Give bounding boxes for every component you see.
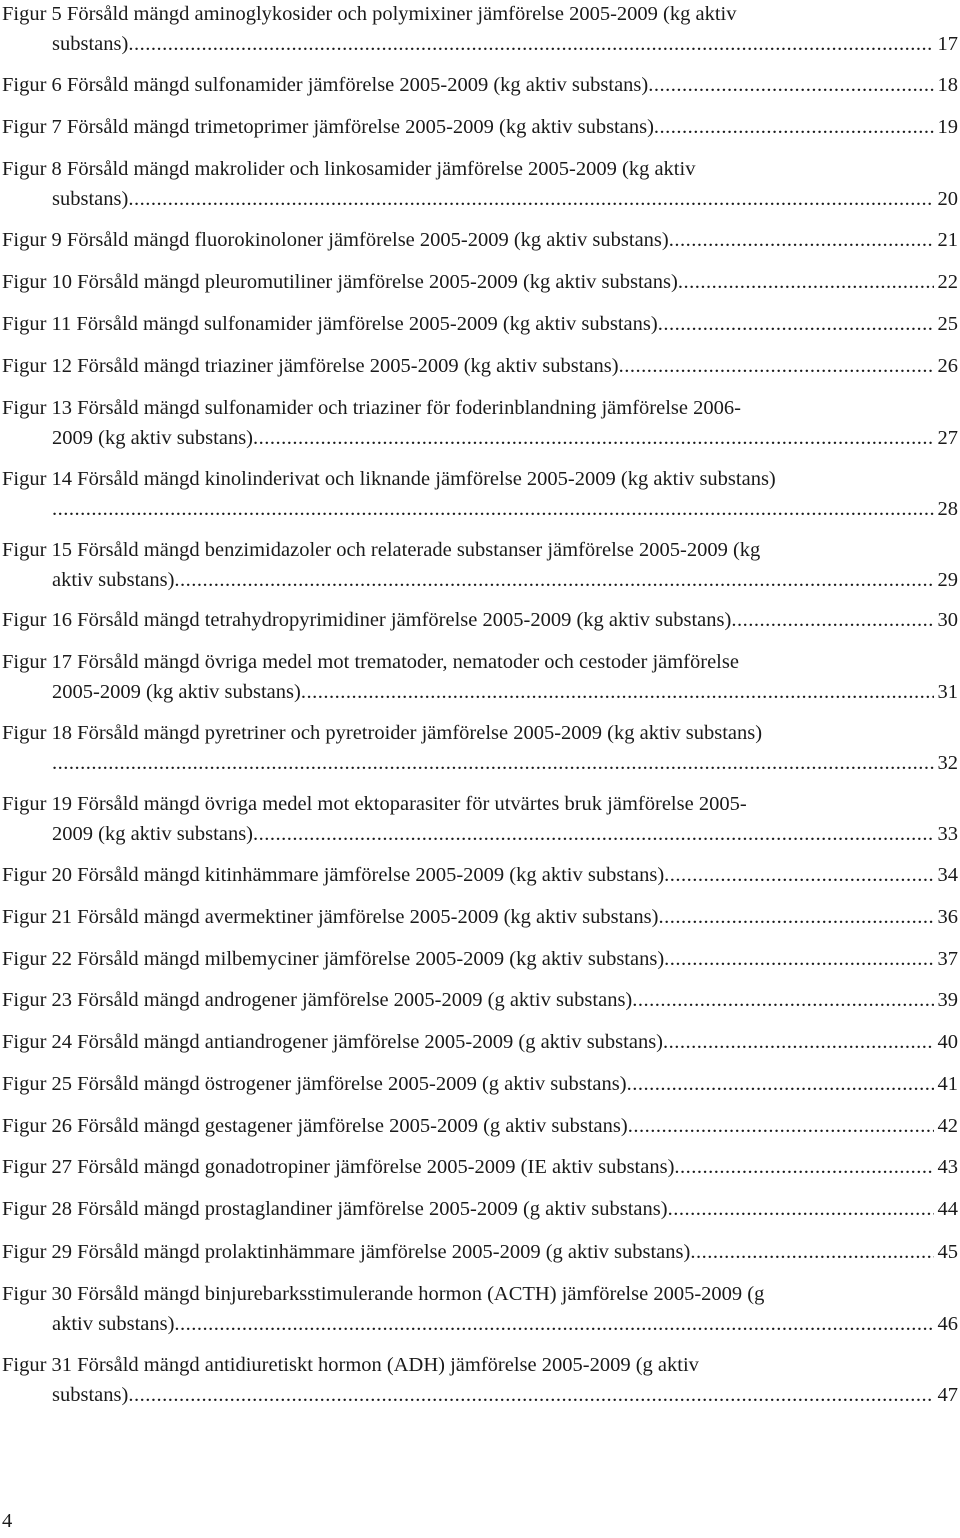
dot-leader: [52, 495, 934, 523]
toc-entry-text: Figur 13 Försåld mängd sulfonamider och triaziner för foderinblandning jämförelse 2006-: [2, 397, 741, 419]
toc-entry-title: [2, 945, 958, 973]
toc-entry-title: [2, 394, 741, 422]
toc-page-number: 46: [937, 1313, 958, 1335]
dot-leader: [128, 1381, 933, 1409]
dot-leader: [253, 424, 934, 452]
toc-entry-text: Figur 21 Försåld mängd avermektiner jämförelse 2005-2009 (kg aktiv substans): [2, 906, 659, 928]
toc-entry-text: substans): [52, 33, 129, 55]
toc-entry-text: substans): [52, 1384, 129, 1406]
toc-entry-text: aktiv substans): [52, 1313, 175, 1335]
toc-entry-text: Figur 8 Försåld mängd makrolider och linkosamider jämförelse 2005-2009 (kg aktiv: [2, 158, 696, 180]
toc-entry-text: Figur 22 Försåld mängd milbemyciner jämförelse 2005-2009 (kg aktiv substans): [2, 948, 665, 970]
toc-entry-title: [2, 71, 958, 99]
dot-leader: [174, 566, 933, 594]
toc-entry-title: [2, 1112, 958, 1140]
toc-page-number: 27: [937, 427, 958, 449]
toc-entry-text: Figur 27 Försåld mängd gonadotropiner jämförelse 2005-2009 (IE aktiv substans): [2, 1156, 675, 1178]
toc-page-number: 26: [937, 355, 958, 377]
toc-page-number: 33: [937, 823, 958, 845]
toc-entry-continuation: [52, 678, 958, 706]
toc-entry-title: [2, 606, 958, 634]
dot-leader: [664, 945, 933, 973]
toc-entry-text: Figur 11 Försåld mängd sulfonamider jämförelse 2005-2009 (kg aktiv substans): [2, 313, 658, 335]
toc-entry-title: [2, 0, 736, 28]
dot-leader: [663, 1028, 934, 1056]
toc-page-number: 41: [937, 1073, 958, 1095]
toc-page-number: 36: [937, 906, 958, 928]
toc-entry-text: Figur 12 Försåld mängd triaziner jämförelse 2005-2009 (kg aktiv substans): [2, 355, 619, 377]
toc-entry-text: aktiv substans): [52, 569, 175, 591]
toc-page-number: 32: [937, 752, 958, 774]
dot-leader: [174, 1310, 933, 1338]
toc-entry-text: Figur 15 Försåld mängd benzimidazoler och relaterade substanser jämförelse 2005-2009 (kg: [2, 539, 761, 561]
dot-leader: [668, 1195, 934, 1223]
toc-page-number: 18: [937, 74, 958, 96]
toc-entry-title: [2, 1238, 958, 1266]
toc-page-number: 37: [937, 948, 958, 970]
toc-entry-text: Figur 25 Försåld mängd östrogener jämförelse 2005-2009 (g aktiv substans): [2, 1073, 627, 1095]
toc-entry-continuation: [52, 1310, 958, 1338]
toc-entry-text: Figur 5 Försåld mängd aminoglykosider och polymixiner jämförelse 2005-2009 (kg aktiv: [2, 3, 737, 25]
toc-entry-text: substans): [52, 188, 129, 210]
dot-leader: [664, 861, 933, 889]
toc-entry-text: Figur 28 Försåld mängd prostaglandiner jämförelse 2005-2009 (g aktiv substans): [2, 1198, 668, 1220]
toc-entry-title: [2, 226, 958, 254]
toc-entry-title: [2, 1351, 699, 1379]
toc-entry-title: [2, 1195, 958, 1223]
toc-entry-text: Figur 30 Försåld mängd binjurebarksstimulerande hormon (ACTH) jämförelse 2005-2009 (g: [2, 1283, 765, 1305]
toc-page-number: 17: [937, 33, 958, 55]
toc-entry-continuation: [52, 820, 958, 848]
dot-leader: [648, 71, 933, 99]
toc-page-number: 28: [937, 498, 958, 520]
toc-page-number: 47: [937, 1384, 958, 1406]
toc-entry-title: [2, 113, 958, 141]
page-number: 4: [2, 1510, 13, 1532]
toc-page-number: 40: [937, 1031, 958, 1053]
toc-entry-title: [2, 790, 747, 818]
toc-entry-text: Figur 24 Försåld mängd antiandrogener jämförelse 2005-2009 (g aktiv substans): [2, 1031, 663, 1053]
dot-leader: [619, 352, 934, 380]
toc-page-number: 44: [937, 1198, 958, 1220]
toc-entry-title: [2, 1028, 958, 1056]
dot-leader: [654, 113, 934, 141]
toc-entry-title: [2, 1153, 958, 1181]
dot-leader: [128, 185, 933, 213]
toc-entry-text: 2005-2009 (kg aktiv substans): [52, 681, 301, 703]
dot-leader: [128, 30, 933, 58]
toc-entry-title: [2, 352, 958, 380]
dot-leader: [658, 310, 934, 338]
dot-leader: [669, 226, 934, 254]
dot-leader: [731, 606, 933, 634]
dot-leader: [52, 749, 934, 777]
toc-entry-text: Figur 23 Försåld mängd androgener jämförelse 2005-2009 (g aktiv substans): [2, 989, 633, 1011]
toc-entry-text: Figur 18 Försåld mängd pyretriner och pyretroider jämförelse 2005-2009 (kg aktiv substans): [2, 722, 763, 744]
toc-page-number: 20: [937, 188, 958, 210]
toc-entry-text: Figur 7 Försåld mängd trimetoprimer jämförelse 2005-2009 (kg aktiv substans): [2, 116, 654, 138]
toc-entry-continuation: [52, 749, 958, 777]
toc-entry-text: Figur 16 Försåld mängd tetrahydropyrimidiner jämförelse 2005-2009 (kg aktiv substans): [2, 609, 732, 631]
dot-leader: [674, 1153, 933, 1181]
dot-leader: [678, 268, 934, 296]
toc-entry-text: Figur 9 Försåld mängd fluorokinoloner jämförelse 2005-2009 (kg aktiv substans): [2, 229, 669, 251]
toc-entry-title: [2, 536, 760, 564]
toc-entry-title: [2, 310, 958, 338]
toc-entry-title: [2, 861, 958, 889]
toc-entry-continuation: [52, 566, 958, 594]
toc-page-number: 42: [937, 1115, 958, 1137]
toc-entry-title: [2, 903, 958, 931]
toc-entry-continuation: [52, 185, 958, 213]
toc-page-number: 25: [937, 313, 958, 335]
toc-entry-continuation: [52, 30, 958, 58]
toc-entry-text: Figur 19 Försåld mängd övriga medel mot ektoparasiter för utvärtes bruk jämförelse 2005-: [2, 793, 747, 815]
toc-entry-title: [2, 465, 776, 493]
dot-leader: [253, 820, 934, 848]
toc-entry-text: 2009 (kg aktiv substans): [52, 427, 253, 449]
dot-leader: [301, 678, 934, 706]
toc-entry-text: Figur 20 Försåld mängd kitinhämmare jämförelse 2005-2009 (kg aktiv substans): [2, 864, 665, 886]
toc-page-number: 30: [937, 609, 958, 631]
toc-page-number: 43: [937, 1156, 958, 1178]
toc-entry-text: Figur 29 Försåld mängd prolaktinhämmare jämförelse 2005-2009 (g aktiv substans): [2, 1241, 691, 1263]
toc-entry-text: Figur 6 Försåld mängd sulfonamider jämförelse 2005-2009 (kg aktiv substans): [2, 74, 649, 96]
toc-page-number: 45: [937, 1241, 958, 1263]
toc-page-number: 34: [937, 864, 958, 886]
toc-entry-title: [2, 648, 739, 676]
toc-page-number: 21: [937, 229, 958, 251]
dot-leader: [627, 1070, 934, 1098]
toc-entry-title: [2, 155, 695, 183]
toc-entry-continuation: [52, 424, 958, 452]
dot-leader: [628, 1112, 934, 1140]
toc-page-number: 29: [937, 569, 958, 591]
dot-leader: [690, 1238, 933, 1266]
toc-entry-title: [2, 268, 958, 296]
toc-entry-text: Figur 17 Försåld mängd övriga medel mot trematoder, nematoder och cestoder jämförelse: [2, 651, 739, 673]
toc-entry-title: [2, 1070, 958, 1098]
toc-entry-continuation: [52, 495, 958, 523]
toc-entry-title: [2, 1280, 764, 1308]
dot-leader: [658, 903, 933, 931]
toc-entry-text: Figur 10 Försåld mängd pleuromutiliner jämförelse 2005-2009 (kg aktiv substans): [2, 271, 678, 293]
toc-entry-text: Figur 31 Försåld mängd antidiuretiskt hormon (ADH) jämförelse 2005-2009 (g aktiv: [2, 1354, 699, 1376]
toc-entry-title: [2, 719, 762, 747]
toc-entry-text: 2009 (kg aktiv substans): [52, 823, 253, 845]
toc-entry-text: Figur 26 Försåld mängd gestagener jämförelse 2005-2009 (g aktiv substans): [2, 1115, 628, 1137]
toc-page-number: 22: [937, 271, 958, 293]
toc-entry-continuation: [52, 1381, 958, 1409]
toc-page-number: 19: [937, 116, 958, 138]
toc-page-number: 31: [937, 681, 958, 703]
toc-entry-title: [2, 986, 958, 1014]
dot-leader: [632, 986, 933, 1014]
toc-page-number: 39: [937, 989, 958, 1011]
toc-entry-text: Figur 14 Försåld mängd kinolinderivat och liknande jämförelse 2005-2009 (kg aktiv substans): [2, 468, 776, 490]
